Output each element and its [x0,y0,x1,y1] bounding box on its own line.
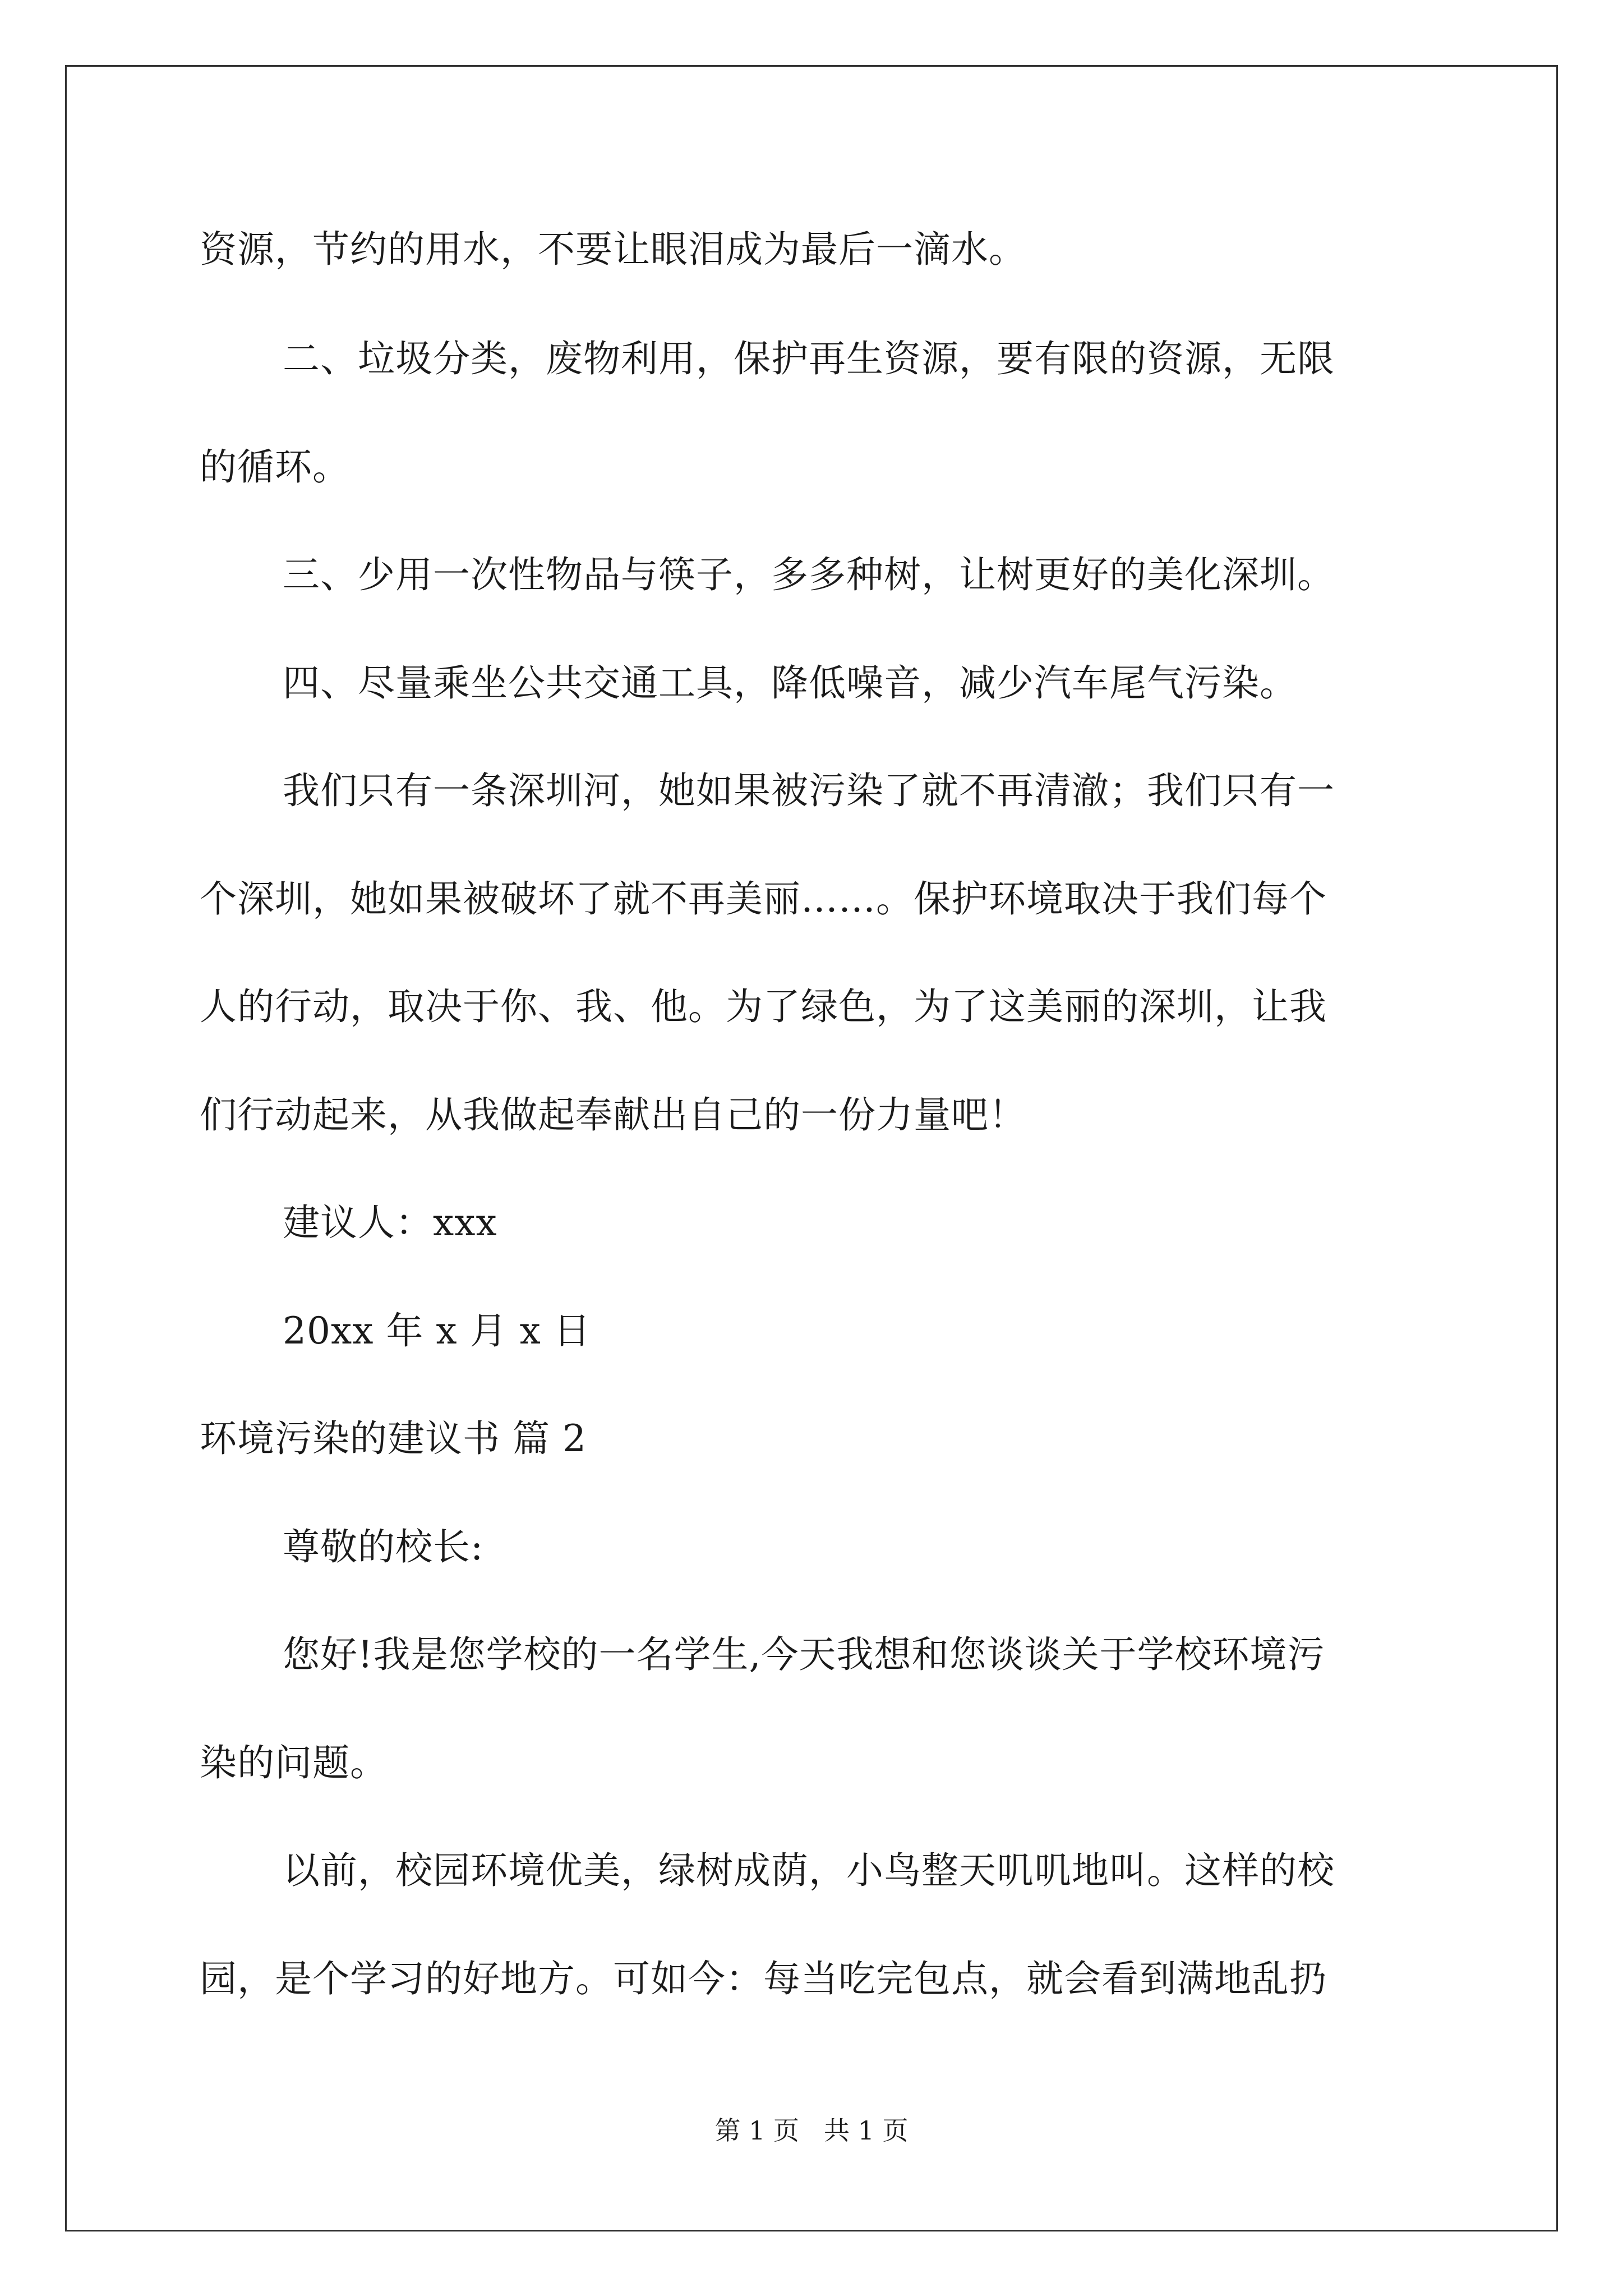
text-line: 以前，校园环境优美，绿树成荫，小鸟整天叽叽地叫。这样的校 [283,1849,1335,1892]
page-border [65,65,1558,2231]
section-heading: 环境污染的建议书 篇 2 [200,1417,587,1460]
signature-line: 建议人：xxx [283,1201,497,1244]
text-line: 我们只有一条深圳河，她如果被污染了就不再清澈；我们只有一 [283,769,1335,812]
page-number: 第 1 页 [714,2115,799,2146]
text-line: 资源，节约的用水，不要让眼泪成为最后一滴水。 [200,228,1026,271]
text-line: 染的问题。 [200,1741,388,1784]
salutation: 尊敬的校长: [283,1525,484,1568]
text-line: 三、少用一次性物品与筷子，多多种树，让树更好的美化深圳。 [283,553,1335,596]
text-line: 二、垃圾分类，废物利用，保护再生资源，要有限的资源，无限 [283,337,1335,380]
text-line: 的循环。 [200,445,350,489]
page-total: 共 1 页 [824,2115,909,2146]
page-footer [0,2115,1623,2146]
text-line: 园，是个学习的好地方。可如今：每当吃完包点，就会看到满地乱扔 [200,1957,1327,2000]
text-line: 四、尽量乘坐公共交通工具，降低噪音，减少汽车尾气污染。 [283,661,1297,705]
text-line: 们行动起来，从我做起奉献出自己的一份力量吧！ [200,1093,1026,1137]
text-line: 个深圳，她如果被破坏了就不再美丽……。保护环境取决于我们每个 [200,877,1327,921]
text-line: 人的行动，取决于你、我、他。为了绿色，为了这美丽的深圳，让我 [200,985,1327,1028]
date-line: 20xx 年 x 月 x 日 [283,1309,591,1352]
text-line: 您好!我是您学校的一名学生,今天我想和您谈谈关于学校环境污 [283,1633,1325,1676]
